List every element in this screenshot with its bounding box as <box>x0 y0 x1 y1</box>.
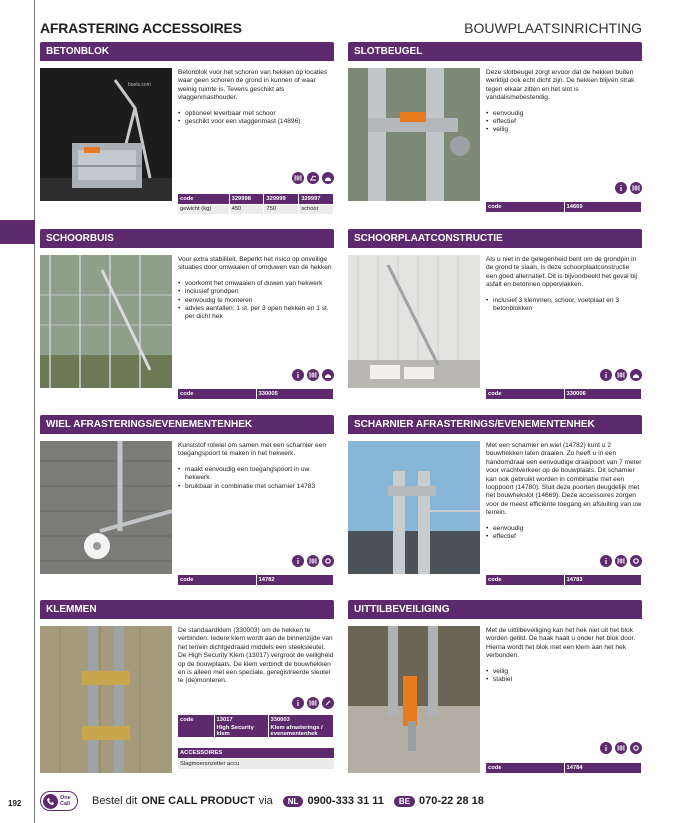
card-betonblok <box>40 42 334 217</box>
code-cell: 13017 <box>214 715 268 725</box>
card-description: Met de uittilbeveiliging kan het hek niet uit het blok worden getild. De haak haalt u onder het blok door. Hierna wordt het blok met een klem aan het hek verbonden. <box>486 627 636 660</box>
fence-icon <box>615 555 627 567</box>
order-via: via <box>258 795 273 807</box>
gear-icon <box>322 555 334 567</box>
scharnier-photo <box>348 441 480 574</box>
bullet: • veilig <box>486 126 642 134</box>
code-table <box>486 202 642 212</box>
weight-cell: 450 <box>229 204 264 214</box>
order-line <box>92 795 484 807</box>
schoorbuis-photo <box>40 255 172 388</box>
code-cell: 329997 <box>299 194 334 204</box>
accessoires-item: Slagmoersnzetter accu <box>178 759 334 769</box>
one-call-call: Call <box>60 801 71 807</box>
code-label: code <box>486 389 564 399</box>
code-table <box>178 389 334 399</box>
weight-cell: 750 <box>264 204 299 214</box>
card-description: De standaardklem (330003) om de hekken te verbinden. Iedere klem wordt aan de binnenzijde van het terrein dichtgedraaid middels een steeksleutel. De High Security Klem (13017) vergroot de veiligheid op de bouwplaats. De klem verbindt de bouwhekken en is alleen met een speciale, geregistreerde sleutel te (de)monteren. <box>178 627 334 685</box>
bullet: • eenvoudig te monteren <box>178 297 334 305</box>
fence-icon <box>307 369 319 381</box>
fence-icon <box>615 742 627 754</box>
bullet: • stabiel <box>486 676 642 684</box>
code-cell: High Security klem <box>214 725 268 737</box>
info-icon <box>615 182 627 194</box>
order-prefix: Bestel dit <box>92 795 138 807</box>
betonblok-photo <box>40 68 172 201</box>
icon-row <box>615 182 642 194</box>
gear-icon <box>630 555 642 567</box>
bullet: • optioneel leverbaar met schoor <box>178 110 334 118</box>
weight-label: gewicht (kg) <box>178 204 229 214</box>
code-label: code <box>178 389 256 399</box>
code-table <box>486 575 642 585</box>
card-text <box>178 256 334 322</box>
accessoires-header: ACCESSOIRES <box>178 748 334 758</box>
bullet: • inclusief 3 klemmen, schoor, voetplaat en 3 betonblokken <box>486 297 642 314</box>
icon-row <box>292 555 334 567</box>
code-label: code <box>486 202 564 212</box>
card-description: Deze slotbeugel zorgt ervoor dat de hekken buiten werktijd ook echt dicht zijn. De hekken blijven strak tegen elkaar zitten en het slot is vandalismebestendig. <box>486 69 635 102</box>
card-title: SCHARNIER AFRASTERINGS/EVENEMENTENHEK <box>348 415 642 434</box>
wiel-photo <box>40 441 172 574</box>
order-product: ONE CALL PRODUCT <box>141 795 255 807</box>
be-badge: BE <box>394 796 415 807</box>
weight-cell: schoor <box>299 204 334 214</box>
code-table <box>178 575 334 585</box>
hand-icon <box>322 369 334 381</box>
code-cell: 330003 <box>268 715 334 725</box>
icon-row <box>292 172 334 184</box>
card-text <box>178 442 334 491</box>
card-schoorplaat <box>348 229 642 404</box>
gear-icon <box>630 742 642 754</box>
left-margin-rule <box>34 0 35 823</box>
card-scharnier <box>348 415 642 590</box>
card-uittil <box>348 600 642 775</box>
code-label: code <box>178 715 214 725</box>
bullet: • maakt eenvoudig een toegangspoort in uw hekwerk <box>178 466 334 483</box>
icon-row <box>600 555 642 567</box>
card-title: UITTILBEVEILIGING <box>348 600 642 619</box>
code-table <box>178 194 334 214</box>
info-icon <box>292 555 304 567</box>
bullet: • bruikbaar in combinatie met scharnier 14783 <box>178 483 334 491</box>
card-description: Betonblok voor het schoren van hekken op locaties waar geen schoren de grond in kunnen of waar weinig ruimte is. Tevens geschikt als vlaggenmasthouder. <box>178 69 328 102</box>
code-cell: 14669 <box>564 202 642 212</box>
bullet: • eenvoudig <box>486 110 642 118</box>
code-cell: 329999 <box>264 194 299 204</box>
card-klemmen <box>40 600 334 780</box>
card-title: SLOTBEUGEL <box>348 42 642 61</box>
icon-row <box>292 369 334 381</box>
crane-icon <box>307 172 319 184</box>
fence-icon <box>615 369 627 381</box>
info-icon <box>292 369 304 381</box>
code-table <box>178 715 334 737</box>
card-description: Als u niet in de gelegenheid bent om de grondpin in de grond te slaan, is deze schoorplaatconstructie een goed alternatief. Dit is bijvoorbeeld het geval bij asfalt en betonnen oppervlakken. <box>486 256 638 289</box>
slotbeugel-photo <box>348 68 480 201</box>
bullet: • effectief <box>486 533 642 541</box>
icon-row <box>600 369 642 381</box>
one-call-one: One <box>60 795 71 801</box>
phone-icon <box>43 794 58 809</box>
bullet: • advies aantallen: 1 st. per 3 open hekken en 1 st. per dicht hek <box>178 305 334 322</box>
bullet: • veilig <box>486 668 642 676</box>
one-call-logo <box>40 791 78 811</box>
boels-logo: boels.com <box>128 82 151 88</box>
bullet: • geschikt voor een vlaggenmast (14896) <box>178 118 334 126</box>
code-table <box>486 389 642 399</box>
code-table <box>486 763 642 773</box>
chapter-tab <box>0 220 35 244</box>
page-title: AFRASTERING ACCESSOIRES <box>40 20 242 36</box>
card-slotbeugel <box>348 42 642 217</box>
card-schoorbuis <box>40 229 334 404</box>
code-label: code <box>178 194 229 204</box>
fence-icon <box>307 555 319 567</box>
code-cell: 329998 <box>229 194 264 204</box>
card-text <box>178 627 334 693</box>
fence-icon <box>307 697 319 709</box>
schoorplaat-photo <box>348 255 480 388</box>
card-wiel <box>40 415 334 590</box>
bullet: • effectief <box>486 118 642 126</box>
card-text <box>486 627 642 684</box>
footer <box>0 789 676 815</box>
uittil-photo <box>348 626 480 773</box>
code-cell: 14784 <box>564 763 642 773</box>
code-cell: 14783 <box>564 575 642 585</box>
info-icon <box>600 369 612 381</box>
card-title: WIEL AFRASTERINGS/EVENEMENTENHEK <box>40 415 334 434</box>
nl-phone[interactable]: 0900-333 31 11 <box>307 795 384 807</box>
card-title: KLEMMEN <box>40 600 334 619</box>
code-label: code <box>486 763 564 773</box>
icon-row <box>292 697 334 709</box>
card-text <box>486 442 642 541</box>
be-phone[interactable]: 070-22 28 18 <box>419 795 484 807</box>
klemmen-photo <box>40 626 172 773</box>
card-description: Kunststof rolwiel om samen met een scharnier een toegangspoort te maken in het hekwerk. <box>178 442 327 458</box>
hand-icon <box>322 172 334 184</box>
fence-icon <box>292 172 304 184</box>
wrench-icon <box>322 697 334 709</box>
hand-icon <box>630 369 642 381</box>
card-title: BETONBLOK <box>40 42 334 61</box>
bullet: • inclusief grondpen <box>178 288 334 296</box>
code-cell: 14782 <box>256 575 334 585</box>
info-icon <box>600 742 612 754</box>
card-description: Met een scharnier en wiel (14782) kunt u 2 bouwhekken laten draaien. Zo heeft u in een handomdraai een eenvoudige draaipoort van 7 meter voor vrachtverkeer op de bouwplaats. Dit scharnier kan ook gebruikt worden in combinatie met een looppoort (14780). Sluit deze poorten deugdelijk met het bouwhekslot (14669). Deze accessoires zorgen voor de meest efficiënte toegang en afsluiting van uw terrein. <box>486 442 642 517</box>
code-label: code <box>486 575 564 585</box>
card-description: Voor extra stabiliteit. Beperkt het risico op onveilige situaties door omwaaien of omduwen van de hekken <box>178 256 332 272</box>
bullet: • voorkomt het omwaaien of duwen van hekwerk <box>178 280 334 288</box>
card-text <box>178 69 334 126</box>
fence-icon <box>630 182 642 194</box>
card-title: SCHOORPLAATCONSTRUCTIE <box>348 229 642 248</box>
card-title: SCHOORBUIS <box>40 229 334 248</box>
code-cell: Klem afrasterings / evenementenhek <box>268 725 334 737</box>
code-label: code <box>178 575 256 585</box>
page-number: 192 <box>8 799 22 808</box>
code-cell: 330005 <box>256 389 334 399</box>
card-text <box>486 256 642 313</box>
accessoires-table <box>178 748 334 769</box>
section-title: BOUWPLAATSINRICHTING <box>464 20 642 36</box>
icon-row <box>600 742 642 754</box>
bullet: • eenvoudig <box>486 525 642 533</box>
info-icon <box>600 555 612 567</box>
card-text <box>486 69 642 135</box>
code-cell: 330006 <box>564 389 642 399</box>
info-icon <box>292 697 304 709</box>
code-label <box>178 725 214 737</box>
nl-badge: NL <box>283 796 304 807</box>
